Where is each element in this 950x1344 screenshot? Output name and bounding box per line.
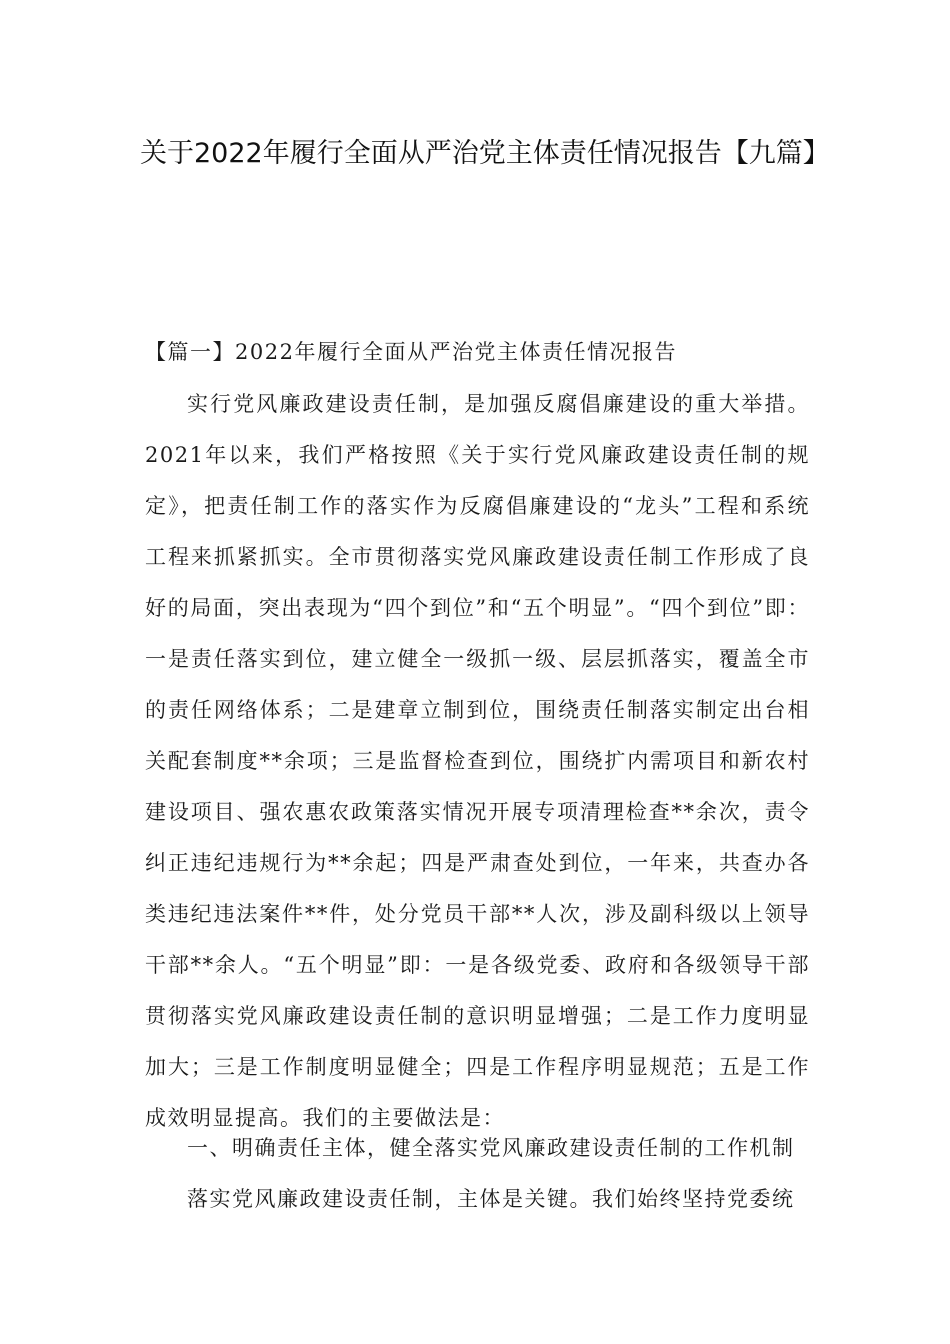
document-title: 关于2022年履行全面从严治党主体责任情况报告【九篇】 [140, 138, 830, 169]
body-paragraph: 实行党风廉政建设责任制，是加强反腐倡廉建设的重大举措。2021年以来，我们严格按照《关于实行党风廉政建设责任制的规定》，把责任制工作的落实作为反腐倡廉建设的“龙头”工程和系统工程来抓紧抓实。全市贯彻落实党风廉政建设责任制工作形成了良好的局面，突出表现为“四个到位”和“五个明显”。“四个到位”即：一是责任落实到位，建立健全一级抓一级、层层抓落实，覆盖全市的责任网络体系；二是建章立制到位，围绕责任制落实制定出台相关配套制度**余项；三是监督检查到位，围绕扩内需项目和新农村建设项目、强农惠农政策落实情况开展专项清理检查**余次，责令纠正违纪违规行为**余起；四是严肃查处到位，一年来，共查办各类违纪违法案件**件，处分党员干部**人次，涉及副科级以上领导干部**余人。“五个明显”即：一是各级党委、政府和各级领导干部贯彻落实党风廉政建设责任制的意识明显增强；二是工作力度明显加大；三是工作制度明显健全；四是工作程序明显规范；五是工作成效明显提高。我们的主要做法是： [145, 392, 810, 1130]
section-heading: 【篇一】2022年履行全面从严治党主体责任情况报告 [145, 340, 677, 364]
subsection-heading: 一、明确责任主体，健全落实党风廉政建设责任制的工作机制 [187, 1136, 795, 1160]
body-paragraph: 落实党风廉政建设责任制，主体是关键。我们始终坚持党委统 [187, 1187, 795, 1211]
